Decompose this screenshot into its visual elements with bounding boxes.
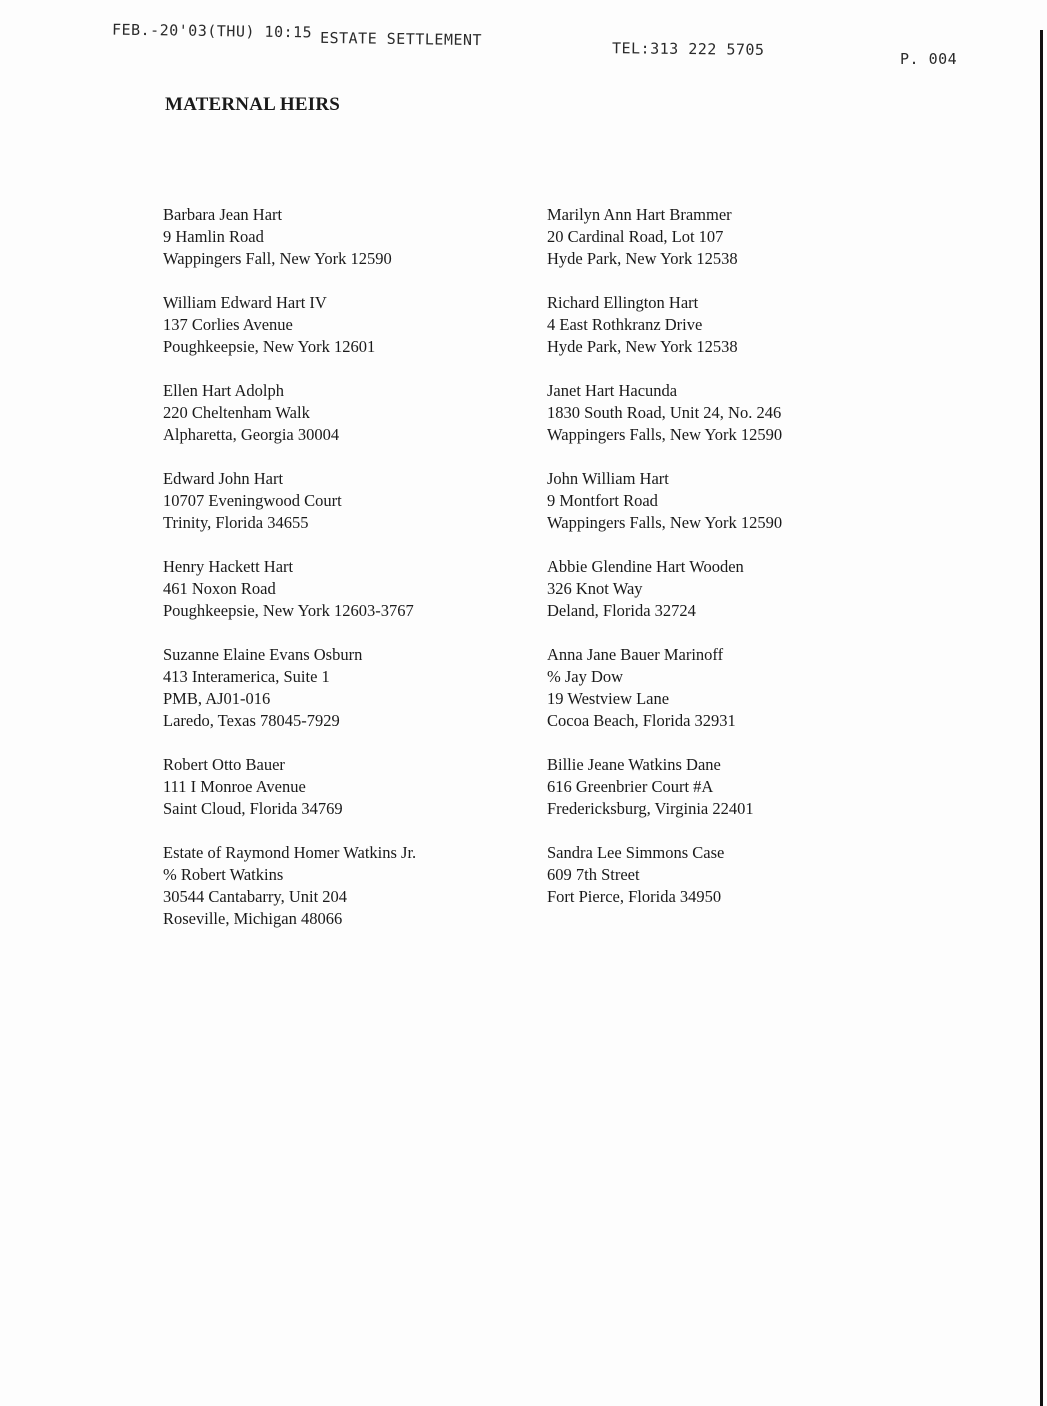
heir-name: Suzanne Elaine Evans Osburn <box>163 645 363 664</box>
heir-address-line: % Robert Watkins <box>163 865 284 884</box>
heir-name: Sandra Lee Simmons Case <box>547 843 725 862</box>
heir-entry <box>547 556 887 622</box>
heir-entry <box>163 556 503 622</box>
scan-edge-line <box>1040 30 1043 1406</box>
heir-entry <box>547 468 887 534</box>
heir-address-line: % Jay Dow <box>547 667 624 686</box>
heir-address-line: 326 Knot Way <box>547 579 643 598</box>
heir-address-line: Alpharetta, Georgia 30004 <box>163 425 340 444</box>
heir-entry <box>163 842 503 930</box>
heir-address-line: Trinity, Florida 34655 <box>163 513 309 532</box>
heir-entry <box>163 468 503 534</box>
right-heirs-column <box>547 204 887 908</box>
heir-address-line: Cocoa Beach, Florida 32931 <box>547 711 736 730</box>
heir-name: Janet Hart Hacunda <box>547 381 678 400</box>
heir-address-line: 10707 Eveningwood Court <box>163 491 342 510</box>
heir-name: Robert Otto Bauer <box>163 755 285 774</box>
heir-entry <box>163 380 503 446</box>
heir-name: Marilyn Ann Hart Brammer <box>547 205 732 224</box>
heir-name: Abbie Glendine Hart Wooden <box>547 557 744 576</box>
heir-address-line: 30544 Cantabarry, Unit 204 <box>163 887 348 906</box>
heir-entry <box>547 380 887 446</box>
heir-address-line: 9 Montfort Road <box>547 491 658 510</box>
heir-address-line: 413 Interamerica, Suite 1 <box>163 667 330 686</box>
heir-name: Anna Jane Bauer Marinoff <box>547 645 724 664</box>
heir-name: Ellen Hart Adolph <box>163 381 284 400</box>
heir-address-line: Fort Pierce, Florida 34950 <box>547 887 722 906</box>
heir-address-line: Fredericksburg, Virginia 22401 <box>547 799 754 818</box>
heir-entry <box>163 292 503 358</box>
heir-name: John William Hart <box>547 469 669 488</box>
fax-sender: ESTATE SETTLEMENT <box>319 28 483 50</box>
heir-address-line: Saint Cloud, Florida 34769 <box>163 799 343 818</box>
heir-entry <box>547 292 887 358</box>
heir-address-line: Deland, Florida 32724 <box>547 601 696 620</box>
heir-entry <box>163 754 503 820</box>
heir-address-line: Wappingers Falls, New York 12590 <box>547 425 783 444</box>
heir-entry <box>547 204 887 270</box>
heir-name: Estate of Raymond Homer Watkins Jr. <box>163 843 417 862</box>
heir-address-line: Laredo, Texas 78045-7929 <box>163 711 340 730</box>
heir-address-line: Poughkeepsie, New York 12603-3767 <box>163 601 414 620</box>
heir-address-line: PMB, AJ01-016 <box>163 689 271 708</box>
heir-address-line: Hyde Park, New York 12538 <box>547 337 738 356</box>
heir-address-line: Poughkeepsie, New York 12601 <box>163 337 376 356</box>
heir-address-line: 616 Greenbrier Court #A <box>547 777 714 796</box>
fax-page-number: P. 004 <box>900 50 958 68</box>
heir-name: Billie Jeane Watkins Dane <box>547 755 721 774</box>
heir-name: Henry Hackett Hart <box>163 557 294 576</box>
heir-name: Barbara Jean Hart <box>163 205 283 224</box>
heir-address-line: Wappingers Fall, New York 12590 <box>163 249 392 268</box>
fax-telephone: TEL:313 222 5705 <box>611 39 765 59</box>
heir-address-line: Roseville, Michigan 48066 <box>163 909 343 928</box>
heir-address-line: Hyde Park, New York 12538 <box>547 249 738 268</box>
heir-entry <box>547 644 887 732</box>
heir-address-line: 4 East Rothkranz Drive <box>547 315 703 334</box>
heir-entry <box>547 842 887 908</box>
left-heirs-column <box>163 204 503 930</box>
heir-address-line: 9 Hamlin Road <box>163 227 264 246</box>
heir-address-line: 20 Cardinal Road, Lot 107 <box>547 227 724 246</box>
heir-name: Richard Ellington Hart <box>547 293 699 312</box>
heir-address-line: 111 I Monroe Avenue <box>163 777 306 796</box>
heir-address-line: 220 Cheltenham Walk <box>163 403 310 422</box>
fax-date-time: FEB.-20'03(THU) 10:15 <box>111 20 313 42</box>
heir-entry <box>547 754 887 820</box>
heir-address-line: 19 Westview Lane <box>547 689 670 708</box>
heir-address-line: 609 7th Street <box>547 865 640 884</box>
heir-name: Edward John Hart <box>163 469 284 488</box>
page-title: MATERNAL HEIRS <box>165 94 341 115</box>
heir-address-line: 461 Noxon Road <box>163 579 276 598</box>
heir-entry <box>163 204 503 270</box>
heir-entry <box>163 644 503 732</box>
heir-name: William Edward Hart IV <box>163 293 327 312</box>
heir-address-line: 137 Corlies Avenue <box>163 315 293 334</box>
heir-address-line: 1830 South Road, Unit 24, No. 246 <box>547 403 782 422</box>
heir-address-line: Wappingers Falls, New York 12590 <box>547 513 783 532</box>
